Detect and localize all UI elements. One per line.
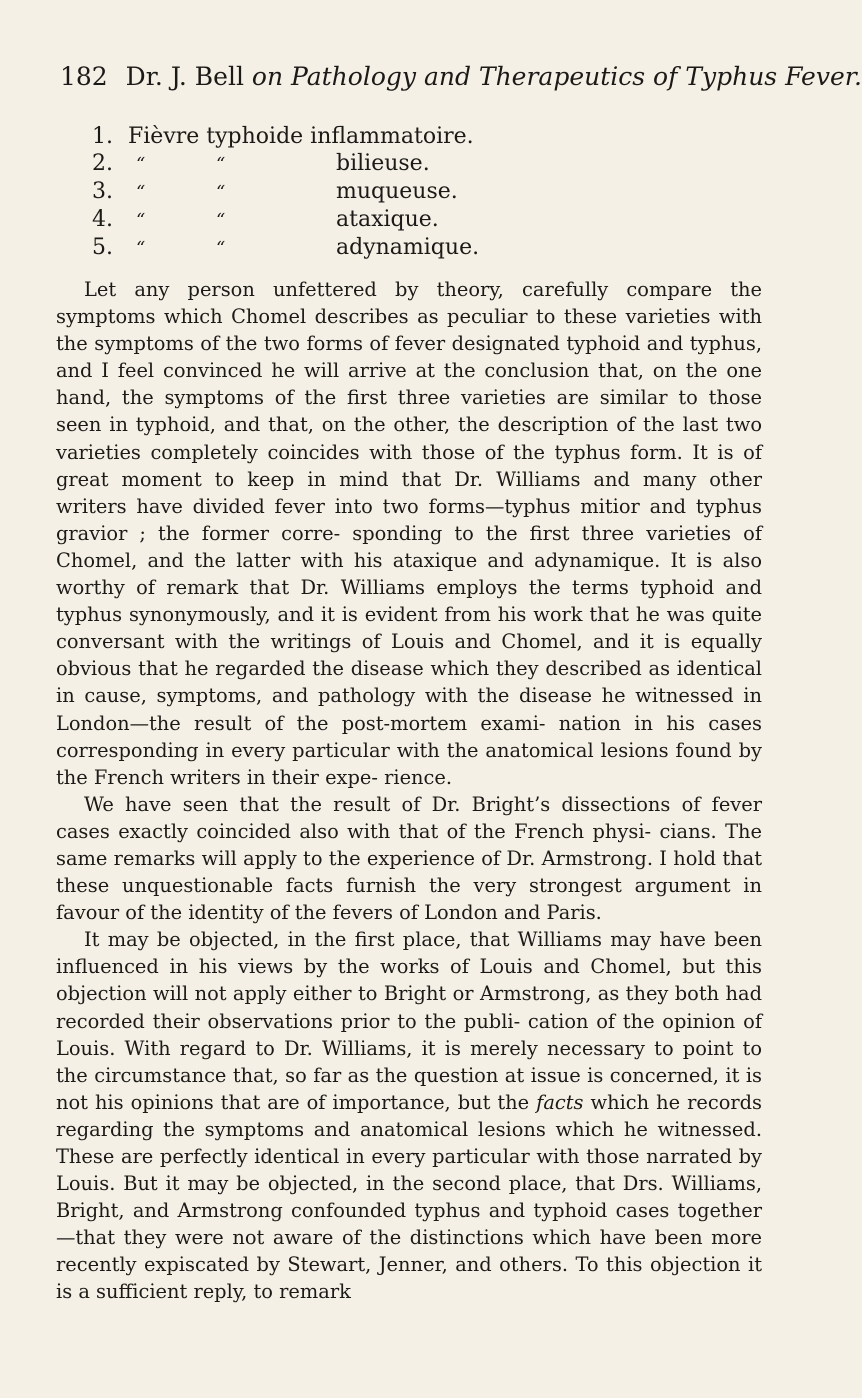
running-head-author: Dr. J. Bell xyxy=(125,62,244,91)
ditto-mark: “ xyxy=(216,154,226,175)
list-item-text: Fièvre typhoide inflammatoire. xyxy=(128,124,474,149)
emphasis-facts: facts xyxy=(536,1090,584,1114)
paragraph-text: which he records regarding the symptoms and anatomical lesions which he witnessed. These are perfectly identical in every particular with those narrated by Louis. But it may be objected, in the second place, that Drs. Williams, Bright, and Armstrong confounded typhus and typhoid cases together—that they were not aware of the distinctions which have been more recently expiscated by Stewart, Jenner, and others. To this objection it is a sufficient reply, to remark xyxy=(56,1090,762,1304)
running-head xyxy=(60,62,862,92)
list-item-number: 4. xyxy=(92,207,113,232)
running-head-on: on xyxy=(251,62,284,91)
list-item-number: 3. xyxy=(92,179,113,204)
ditto-mark: “ xyxy=(136,238,146,259)
list-item xyxy=(92,123,479,150)
list-item-text: adynamique. xyxy=(336,235,480,260)
ditto-mark: “ xyxy=(136,182,146,203)
paragraph: We have seen that the result of Dr. Bright’s dissections of fever cases exactly coincided also with that of the French physi- cians. The same remarks will apply to the experience of Dr. Armstrong. I hold that these unquestionable facts furnish the very strongest argument in favour of the identity of the fevers of London and Paris. xyxy=(56,792,762,925)
list-item xyxy=(92,234,479,262)
list-item-number: 1. xyxy=(92,124,113,149)
ditto-mark: “ xyxy=(216,238,226,259)
list-item xyxy=(92,150,479,178)
ditto-mark: “ xyxy=(216,182,226,203)
list-item-text: muqueuse. xyxy=(336,179,458,204)
list-item-text: ataxique. xyxy=(336,207,439,232)
ditto-mark: “ xyxy=(216,210,226,231)
paragraph: Let any person unfettered by theory, carefully compare the symptoms which Chomel describes as peculiar to these varieties with the symptoms of the two forms of fever designated typhoid and typhus, and I feel convinced he will arrive at the conclusion that, on the one hand, the symptoms of the first three varieties are similar to those seen in typhoid, and that, on the other, the description of the last two varieties completely coincides with those of the typhus form. It is of great moment to keep in mind that Dr. Williams and many other writers have divided fever into two forms—typhus mitior and typhus gravior ; the former corre- sponding to the first three varieties of Chomel, and the latter with his ataxique and adynamique. It is also worthy of remark that Dr. Williams employs the terms typhoid and typhus synonymously, and it is evident from his work that he was quite conversant with the writings of Louis and Chomel, and it is equally obvious that he regarded the disease which they described as identical in cause, symptoms, and pathology with the disease he witnessed in London—the result of the post-mortem exami- nation in his cases corresponding in every particular with the anatomical lesions found by the French writers in their expe- rience. xyxy=(56,278,762,789)
body-text xyxy=(56,276,762,1306)
list-item xyxy=(92,178,479,206)
list-item-number: 2. xyxy=(92,151,113,176)
list-item-text: bilieuse. xyxy=(336,151,430,176)
list-item-number: 5. xyxy=(92,235,113,260)
list-item xyxy=(92,206,479,234)
ditto-mark: “ xyxy=(136,154,146,175)
paragraph xyxy=(56,926,762,1305)
paragraph-text: It may be objected, in the first place, that Williams may have been influenced in his views by the works of Louis and Chomel, but this objection will not apply either to Bright or Armstrong, as they both had recorded their observations prior to the publi- cation of the opinion of Louis. With regard to Dr. Williams, it is merely necessary to point to the circumstance that, so far as the question at issue is concerned, it is not his opinions that are of importance, but the xyxy=(56,928,762,1114)
running-head-title: Pathology and Therapeutics of Typhus Fever. xyxy=(291,62,862,91)
fever-variety-list xyxy=(92,123,479,262)
page-number: 182 xyxy=(60,62,108,91)
ditto-mark: “ xyxy=(136,210,146,231)
